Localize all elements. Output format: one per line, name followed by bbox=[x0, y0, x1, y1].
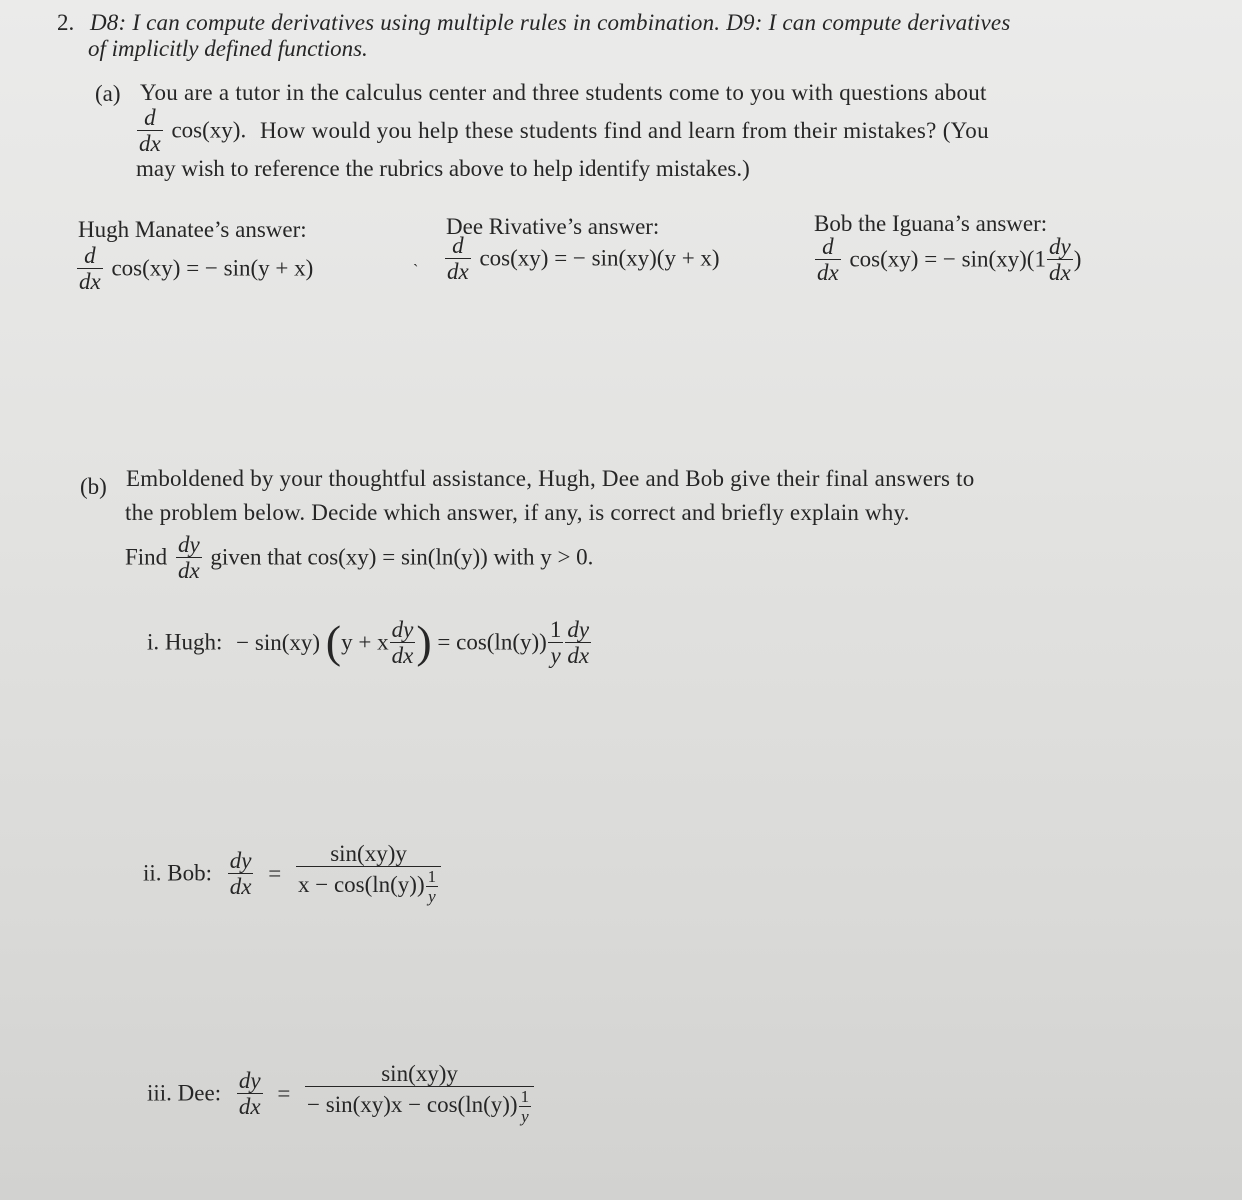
hugh-final-label: i. Hugh: bbox=[147, 629, 223, 655]
problem-objective-line1: D8: I can compute derivatives using multiple rules in combination. D9: I can compute derivatives bbox=[90, 10, 1011, 35]
problem-objective-line2: of implicitly defined functions. bbox=[88, 36, 368, 61]
dee-answer-title: Dee Rivative’s answer: bbox=[446, 214, 660, 239]
dee-final-answer: iii. Dee: $\frac{dy}{dx}$ = sin(xy)y − sin(xy)x − cos(ln(y)) $\frac{1}{y}$ bbox=[147, 1062, 537, 1125]
part-a-label: (a) bbox=[95, 81, 121, 106]
part-b-line2: the problem below. Decide which answer, if any, is correct and briefly explain why. bbox=[125, 500, 910, 525]
part-a-line3: may wish to reference the rubrics above to help identify mistakes.) bbox=[136, 156, 750, 181]
problem-number: 2. bbox=[57, 10, 75, 35]
derivative-operator: $\frac{d}{dx}$ bbox=[139, 105, 161, 156]
stray-mark: ` bbox=[413, 262, 419, 279]
part-a-line2 bbox=[134, 106, 989, 155]
bob-answer-title: Bob the Iguana’s answer: bbox=[814, 211, 1048, 236]
dee-answer-math: $\frac{d}{dx}$ cos(xy) = − sin(xy)(y + x) bbox=[447, 233, 720, 284]
part-b-label: (b) bbox=[80, 474, 107, 499]
part-a-line2-rest: How would you help these students find and learn from their mistakes? (You bbox=[259, 117, 989, 143]
bob-answer-math: $\frac{d}{dx}$ cos(xy) = − sin(xy)(1 $\frac{dy}{dx}$ ) bbox=[817, 234, 1082, 285]
dee-final-label: iii. Dee: bbox=[147, 1080, 222, 1106]
find-statement: Find $\frac{dy}{dx}$ given that cos(xy) = sin(ln(y)) with y > 0. bbox=[125, 532, 594, 583]
bob-final-label: ii. Bob: bbox=[143, 860, 213, 886]
part-a-line1: You are a tutor in the calculus center and three students come to you with questions about bbox=[140, 80, 987, 105]
bob-final-answer: ii. Bob: $\frac{dy}{dx}$ = sin(xy)y x − cos(ln(y)) $\frac{1}{y}$ bbox=[143, 842, 444, 905]
hugh-final-answer: i. Hugh: − sin(xy) (y + x $\frac{dy}{dx}$ ) = cos(ln(y)) $\frac{1}{y}$ $\frac{dy}{dx}$ bbox=[147, 616, 590, 668]
cos-xy-text: cos(xy). bbox=[171, 117, 247, 143]
hugh-answer-math: $\frac{d}{dx}$ cos(xy) = − sin(y + x) bbox=[79, 243, 314, 294]
hugh-answer-title: Hugh Manatee’s answer: bbox=[78, 217, 307, 242]
part-b-line1: Emboldened by your thoughtful assistance, Hugh, Dee and Bob give their final answers to bbox=[126, 466, 975, 491]
